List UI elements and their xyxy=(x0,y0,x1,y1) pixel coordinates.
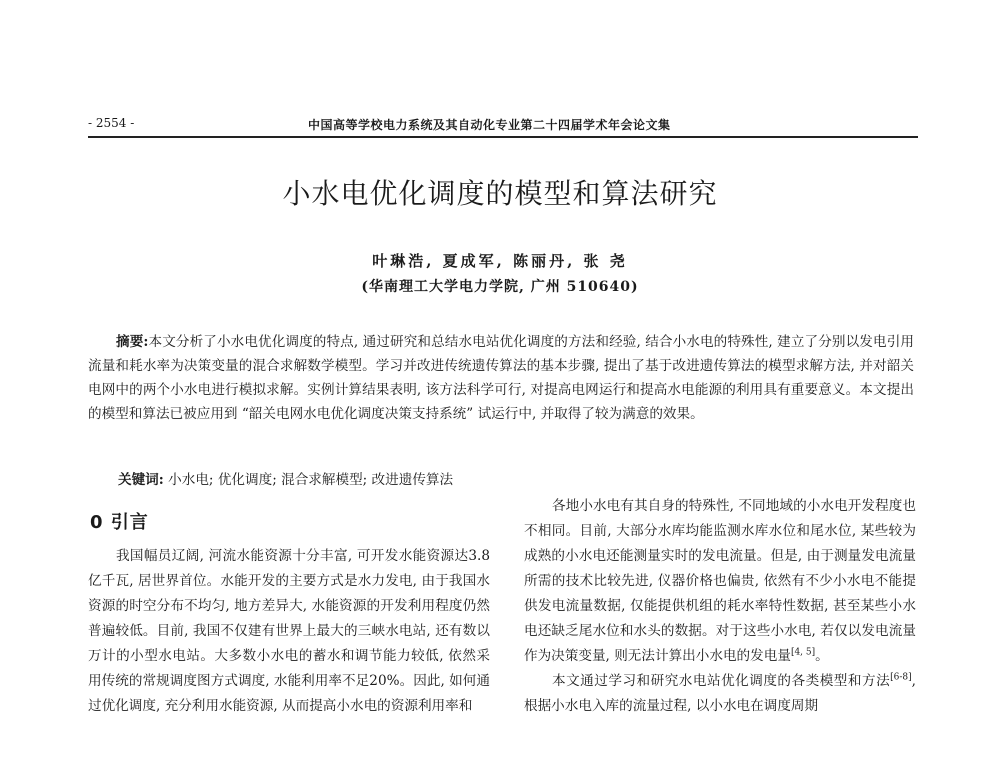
affiliation: (华南理工大学电力学院, 广州 510640) xyxy=(361,279,639,295)
left-column xyxy=(88,544,490,719)
abstract xyxy=(88,330,914,426)
page-header xyxy=(88,110,918,138)
intro-paragraph: 我国幅员辽阔, 河流水能资源十分丰富, 可开发水能资源达3.8亿千瓦, 居世界首位。水能开发的主要方式是水力发电, 由于我国水资源的时空分布不均匀, 地方差异大, 水能资源的开发利用程度仍然普遍较低。目前, 我国不仅建有世界上最大的三峡水电站, 还有数以万计的小型水电站。大多数小水电的蓄水和调节能力较低, 依然采用传统的常规调度图方式调度, 水能利用率不足20%。因此, 如何通过优化调度, 充分利用水能资源, 从而提高小水电的资源利用率和 xyxy=(88,548,490,714)
citation-ref: [6-8] xyxy=(890,672,912,683)
section-title: 引言 xyxy=(110,512,149,533)
paper-title: 小水电优化调度的模型和算法研究 xyxy=(282,177,718,210)
section-heading xyxy=(90,508,149,534)
page-number: - 2554 - xyxy=(88,116,135,130)
journal-title: 中国高等学校电力系统及其自动化专业第二十四届学术年会论文集 xyxy=(308,118,671,132)
abstract-label: 摘要: xyxy=(116,334,149,350)
abstract-text: 本文分析了小水电优化调度的特点, 通过研究和总结水电站优化调度的方法和经验, 结合小水电的特殊性, 建立了分别以发电引用流量和耗水率为决策变量的混合求解数学模型。学习并改进传统遗传算法的基本步骤, 提出了基于改进遗传算法的模型求解方法, 并对韶关电网中的两个小水电进行模拟求解。实例计算结果表明, 该方法科学可行, 对提高电网运行和提高水电能源的利用具有重要意义。本文提出的模型和算法已被应用到 “韶关电网水电优化调度决策支持系统” 试运行中, 并取得了较为满意的效果。 xyxy=(88,334,914,422)
right-paragraph-2 xyxy=(524,669,916,719)
author-list: 叶琳浩, 夏成军, 陈丽丹, 张 尧 xyxy=(372,252,628,270)
keywords-label: 关键词: xyxy=(118,472,164,488)
section-number: 0 xyxy=(90,512,104,533)
right-paragraph-1-text: 各地小水电有其自身的特殊性, 不同地域的小水电开发程度也不相同。目前, 大部分水库均能监测水库水位和尾水位, 某些较为成熟的小水电还能测量实时的发电流量。但是, 由于测量发电流量所需的技术比较先进, 仪器价格也偏贵, 依然有不少小水电不能提供发电流量数据, 仅能提供机组的耗水率特性数据, 甚至某些小水电还缺乏尾水位和水头的数据。对于这些小水电, 若仅以发电流量作为决策变量, 则无法计算出小水电的发电量 xyxy=(524,498,916,664)
keywords-text: 小水电; 优化调度; 混合求解模型; 改进遗传算法 xyxy=(168,472,454,488)
right-paragraph-2-rest: , 根据小水电入库的流量过程, 以小水电在调度周期 xyxy=(524,673,916,714)
keywords xyxy=(118,468,453,492)
citation-ref: [4, 5] xyxy=(790,647,816,658)
right-column xyxy=(524,494,916,719)
right-paragraph-1-end: 。 xyxy=(815,648,829,664)
right-paragraph-1 xyxy=(524,494,916,669)
right-paragraph-2-start: 本文通过学习和研究水电站优化调度的各类模型和方法 xyxy=(552,673,891,689)
